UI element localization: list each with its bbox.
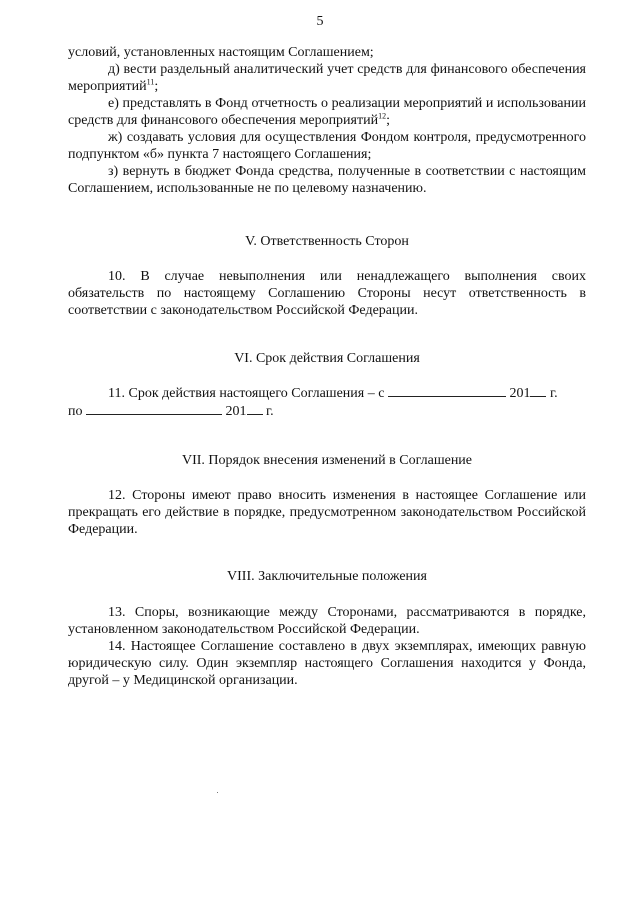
item-z: з) вернуть в бюджет Фонда средства, полученные в соответствии с настоящим Соглашением, использованные не по целевому назначению. [68,164,586,196]
section-title-viii: VIII. Заключительные положения [227,569,427,584]
end-year-blank [247,402,263,415]
paragraph-11: 11. Срок действия настоящего Соглашения – с 201 г. [108,386,558,401]
section-title-vi: VI. Срок действия Соглашения [234,351,420,366]
footnote-ref-12: 12 [378,111,387,121]
end-date-blank [86,402,222,415]
start-date-blank [388,384,506,397]
obligations-list [68,44,586,197]
section-vi-body [68,384,586,420]
paragraph-11-end-date: по 201 г. [68,404,274,419]
paragraph-12: 12. Стороны имеют право вносить изменения в настоящее Соглашение или прекращать его действие в порядке, предусмотренном законодательством Российской Федерации. [68,488,586,537]
page-number: 5 [316,14,324,29]
item-d: д) вести раздельный аналитический учет средств для финансового обеспечения мероприятий$^{11}$; [68,62,586,94]
item-zh: ж) создавать условия для осуществления Фондом контроля, предусмотренного подпунктом «б» пункта 7 настоящего Соглашения; [68,130,586,162]
paragraph-14: 14. Настоящее Соглашение составлено в двух экземплярах, имеющих равную юридическую силу. Один экземпляр настоящего Соглашения находится у Фонда, другой – у Медицинской организации. [68,639,586,688]
scan-speck [217,792,218,793]
start-year-blank [530,384,546,397]
section-viii-body [68,604,586,689]
paragraph-13: 13. Споры, возникающие между Сторонами, рассматриваются в порядке, установленном законодательством Российской Федерации. [68,605,586,637]
section-title-v: V. Ответственность Сторон [245,234,409,249]
section-v-body [68,268,586,319]
item-e: е) представлять в Фонд отчетность о реализации мероприятий и использовании средств для финансового обеспечения мероприятий$^{12}$; [68,96,586,128]
paragraph-10: 10. В случае невыполнения или ненадлежащего выполнения своих обязательств по настоящему Соглашению Стороны несут ответственность в соответствии с законодательством Российской Федерации. [68,269,586,318]
section-vii-body [68,487,586,538]
footnote-ref-11: 11 [146,77,155,87]
section-title-vii: VII. Порядок внесения изменений в Соглашение [181,453,473,468]
continuation-line: условий, установленных настоящим Соглашением; [68,45,374,60]
